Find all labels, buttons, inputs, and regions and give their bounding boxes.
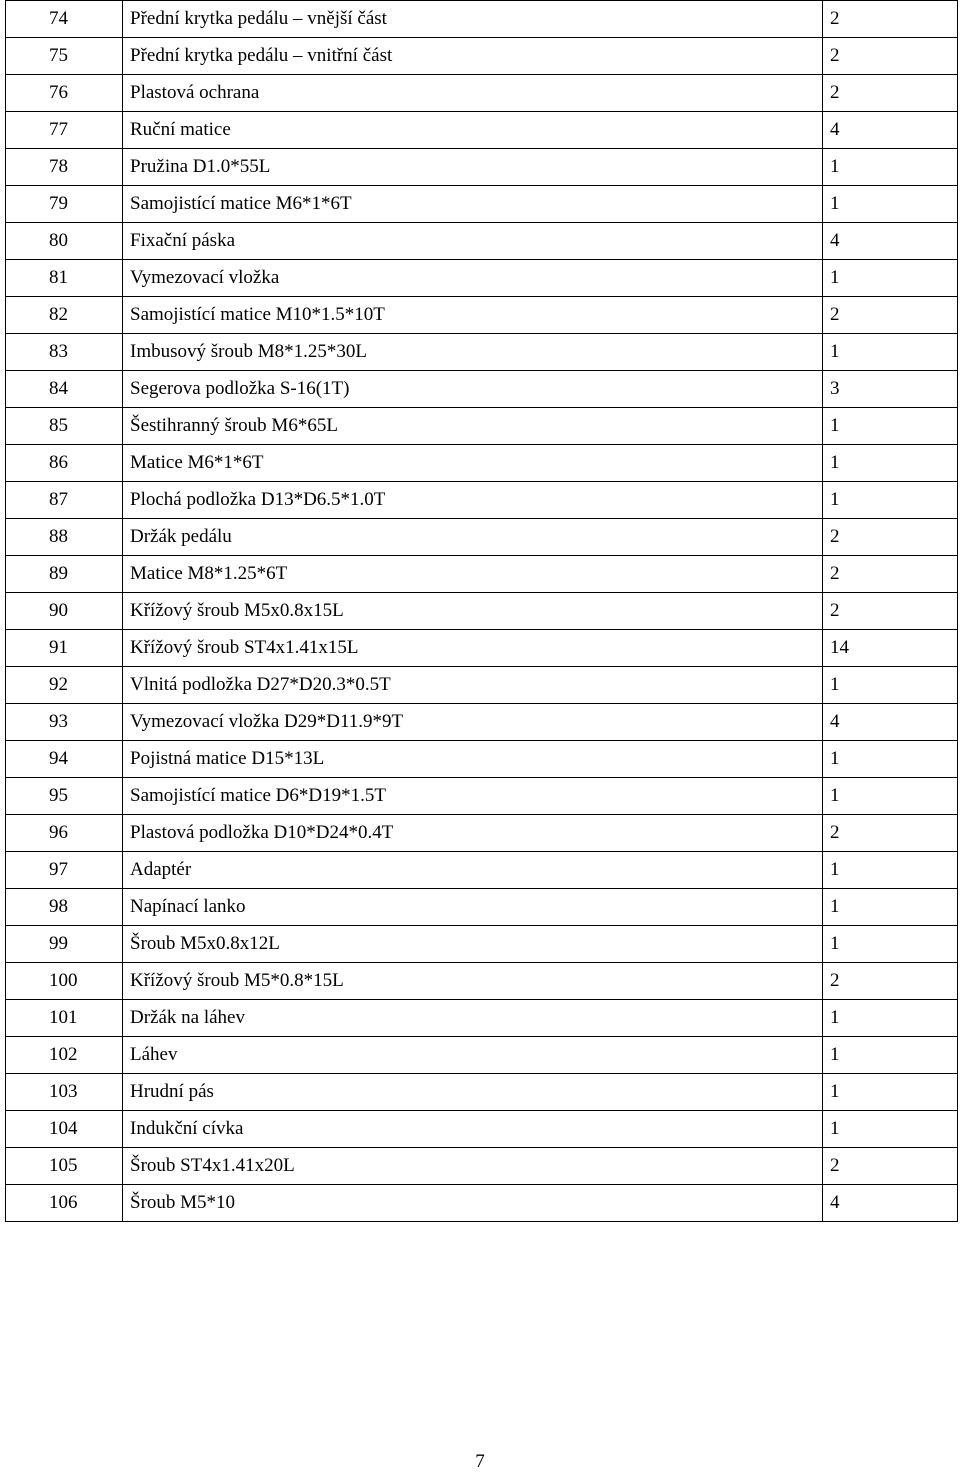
item-quantity-cell: 1 <box>823 445 958 482</box>
item-number-cell: 74 <box>6 1 123 38</box>
item-quantity-cell: 14 <box>823 630 958 667</box>
item-quantity-cell: 1 <box>823 408 958 445</box>
item-name-cell: Plastová podložka D10*D24*0.4T <box>123 815 823 852</box>
table-row <box>6 926 958 963</box>
parts-table-body <box>6 1 958 1222</box>
table-row <box>6 704 958 741</box>
item-number-cell: 104 <box>6 1111 123 1148</box>
item-name-cell: Samojistící matice D6*D19*1.5T <box>123 778 823 815</box>
item-quantity-cell: 1 <box>823 852 958 889</box>
item-quantity-cell: 1 <box>823 1037 958 1074</box>
table-row <box>6 112 958 149</box>
table-row <box>6 1000 958 1037</box>
table-row <box>6 38 958 75</box>
item-number-cell: 86 <box>6 445 123 482</box>
item-number-cell: 94 <box>6 741 123 778</box>
item-quantity-cell: 1 <box>823 149 958 186</box>
table-row <box>6 1185 958 1222</box>
table-row <box>6 852 958 889</box>
table-row <box>6 815 958 852</box>
item-number-cell: 98 <box>6 889 123 926</box>
item-name-cell: Segerova podložka S-16(1T) <box>123 371 823 408</box>
item-name-cell: Držák pedálu <box>123 519 823 556</box>
item-quantity-cell: 4 <box>823 112 958 149</box>
item-name-cell: Vymezovací vložka <box>123 260 823 297</box>
item-quantity-cell: 1 <box>823 889 958 926</box>
table-row <box>6 963 958 1000</box>
item-number-cell: 84 <box>6 371 123 408</box>
item-name-cell: Křížový šroub M5*0.8*15L <box>123 963 823 1000</box>
item-name-cell: Křížový šroub ST4x1.41x15L <box>123 630 823 667</box>
item-name-cell: Šroub M5x0.8x12L <box>123 926 823 963</box>
item-quantity-cell: 1 <box>823 186 958 223</box>
item-number-cell: 81 <box>6 260 123 297</box>
item-name-cell: Hrudní pás <box>123 1074 823 1111</box>
item-quantity-cell: 2 <box>823 1148 958 1185</box>
item-number-cell: 106 <box>6 1185 123 1222</box>
item-quantity-cell: 2 <box>823 75 958 112</box>
table-row <box>6 149 958 186</box>
item-number-cell: 89 <box>6 556 123 593</box>
item-number-cell: 75 <box>6 38 123 75</box>
item-quantity-cell: 2 <box>823 519 958 556</box>
item-number-cell: 88 <box>6 519 123 556</box>
item-quantity-cell: 1 <box>823 926 958 963</box>
table-row <box>6 334 958 371</box>
table-row <box>6 519 958 556</box>
item-number-cell: 91 <box>6 630 123 667</box>
parts-table <box>5 0 958 1222</box>
table-row <box>6 667 958 704</box>
table-row <box>6 482 958 519</box>
item-name-cell: Matice M8*1.25*6T <box>123 556 823 593</box>
item-number-cell: 97 <box>6 852 123 889</box>
table-row <box>6 297 958 334</box>
item-number-cell: 96 <box>6 815 123 852</box>
item-quantity-cell: 1 <box>823 334 958 371</box>
item-name-cell: Pružina D1.0*55L <box>123 149 823 186</box>
item-quantity-cell: 4 <box>823 223 958 260</box>
item-quantity-cell: 1 <box>823 260 958 297</box>
item-name-cell: Samojistící matice M10*1.5*10T <box>123 297 823 334</box>
table-row <box>6 75 958 112</box>
item-quantity-cell: 2 <box>823 1 958 38</box>
item-number-cell: 100 <box>6 963 123 1000</box>
item-name-cell: Fixační páska <box>123 223 823 260</box>
item-number-cell: 103 <box>6 1074 123 1111</box>
item-quantity-cell: 2 <box>823 593 958 630</box>
table-row <box>6 260 958 297</box>
table-row <box>6 1074 958 1111</box>
table-row <box>6 1111 958 1148</box>
item-name-cell: Imbusový šroub M8*1.25*30L <box>123 334 823 371</box>
item-quantity-cell: 2 <box>823 38 958 75</box>
item-name-cell: Vlnitá podložka D27*D20.3*0.5T <box>123 667 823 704</box>
item-quantity-cell: 1 <box>823 1074 958 1111</box>
item-number-cell: 102 <box>6 1037 123 1074</box>
table-row <box>6 1 958 38</box>
table-row <box>6 186 958 223</box>
item-number-cell: 76 <box>6 75 123 112</box>
item-number-cell: 80 <box>6 223 123 260</box>
item-quantity-cell: 2 <box>823 297 958 334</box>
item-name-cell: Vymezovací vložka D29*D11.9*9T <box>123 704 823 741</box>
item-quantity-cell: 2 <box>823 963 958 1000</box>
item-name-cell: Láhev <box>123 1037 823 1074</box>
item-number-cell: 101 <box>6 1000 123 1037</box>
item-name-cell: Plastová ochrana <box>123 75 823 112</box>
item-quantity-cell: 1 <box>823 667 958 704</box>
item-number-cell: 92 <box>6 667 123 704</box>
item-number-cell: 99 <box>6 926 123 963</box>
table-row <box>6 778 958 815</box>
item-number-cell: 105 <box>6 1148 123 1185</box>
item-quantity-cell: 4 <box>823 704 958 741</box>
table-row <box>6 889 958 926</box>
item-name-cell: Indukční cívka <box>123 1111 823 1148</box>
item-quantity-cell: 4 <box>823 1185 958 1222</box>
item-number-cell: 79 <box>6 186 123 223</box>
item-name-cell: Křížový šroub M5x0.8x15L <box>123 593 823 630</box>
item-quantity-cell: 1 <box>823 741 958 778</box>
table-row <box>6 556 958 593</box>
table-row <box>6 371 958 408</box>
table-row <box>6 741 958 778</box>
table-row <box>6 593 958 630</box>
item-number-cell: 78 <box>6 149 123 186</box>
table-row <box>6 1037 958 1074</box>
table-row <box>6 630 958 667</box>
item-name-cell: Samojistící matice M6*1*6T <box>123 186 823 223</box>
page-number: 7 <box>475 1451 485 1472</box>
item-name-cell: Pojistná matice D15*13L <box>123 741 823 778</box>
item-name-cell: Ruční matice <box>123 112 823 149</box>
item-name-cell: Přední krytka pedálu – vnější část <box>123 1 823 38</box>
item-quantity-cell: 1 <box>823 482 958 519</box>
item-quantity-cell: 1 <box>823 1000 958 1037</box>
item-quantity-cell: 3 <box>823 371 958 408</box>
item-name-cell: Napínací lanko <box>123 889 823 926</box>
item-name-cell: Šestihranný šroub M6*65L <box>123 408 823 445</box>
item-name-cell: Matice M6*1*6T <box>123 445 823 482</box>
item-name-cell: Šroub M5*10 <box>123 1185 823 1222</box>
item-number-cell: 90 <box>6 593 123 630</box>
item-number-cell: 77 <box>6 112 123 149</box>
table-row <box>6 445 958 482</box>
item-quantity-cell: 1 <box>823 778 958 815</box>
table-row <box>6 1148 958 1185</box>
item-name-cell: Adaptér <box>123 852 823 889</box>
item-number-cell: 82 <box>6 297 123 334</box>
item-number-cell: 87 <box>6 482 123 519</box>
item-number-cell: 95 <box>6 778 123 815</box>
item-number-cell: 83 <box>6 334 123 371</box>
item-number-cell: 85 <box>6 408 123 445</box>
item-quantity-cell: 1 <box>823 1111 958 1148</box>
item-quantity-cell: 2 <box>823 815 958 852</box>
item-name-cell: Šroub ST4x1.41x20L <box>123 1148 823 1185</box>
item-name-cell: Plochá podložka D13*D6.5*1.0T <box>123 482 823 519</box>
item-name-cell: Držák na láhev <box>123 1000 823 1037</box>
table-row <box>6 408 958 445</box>
item-quantity-cell: 2 <box>823 556 958 593</box>
item-number-cell: 93 <box>6 704 123 741</box>
table-row <box>6 223 958 260</box>
item-name-cell: Přední krytka pedálu – vnitřní část <box>123 38 823 75</box>
